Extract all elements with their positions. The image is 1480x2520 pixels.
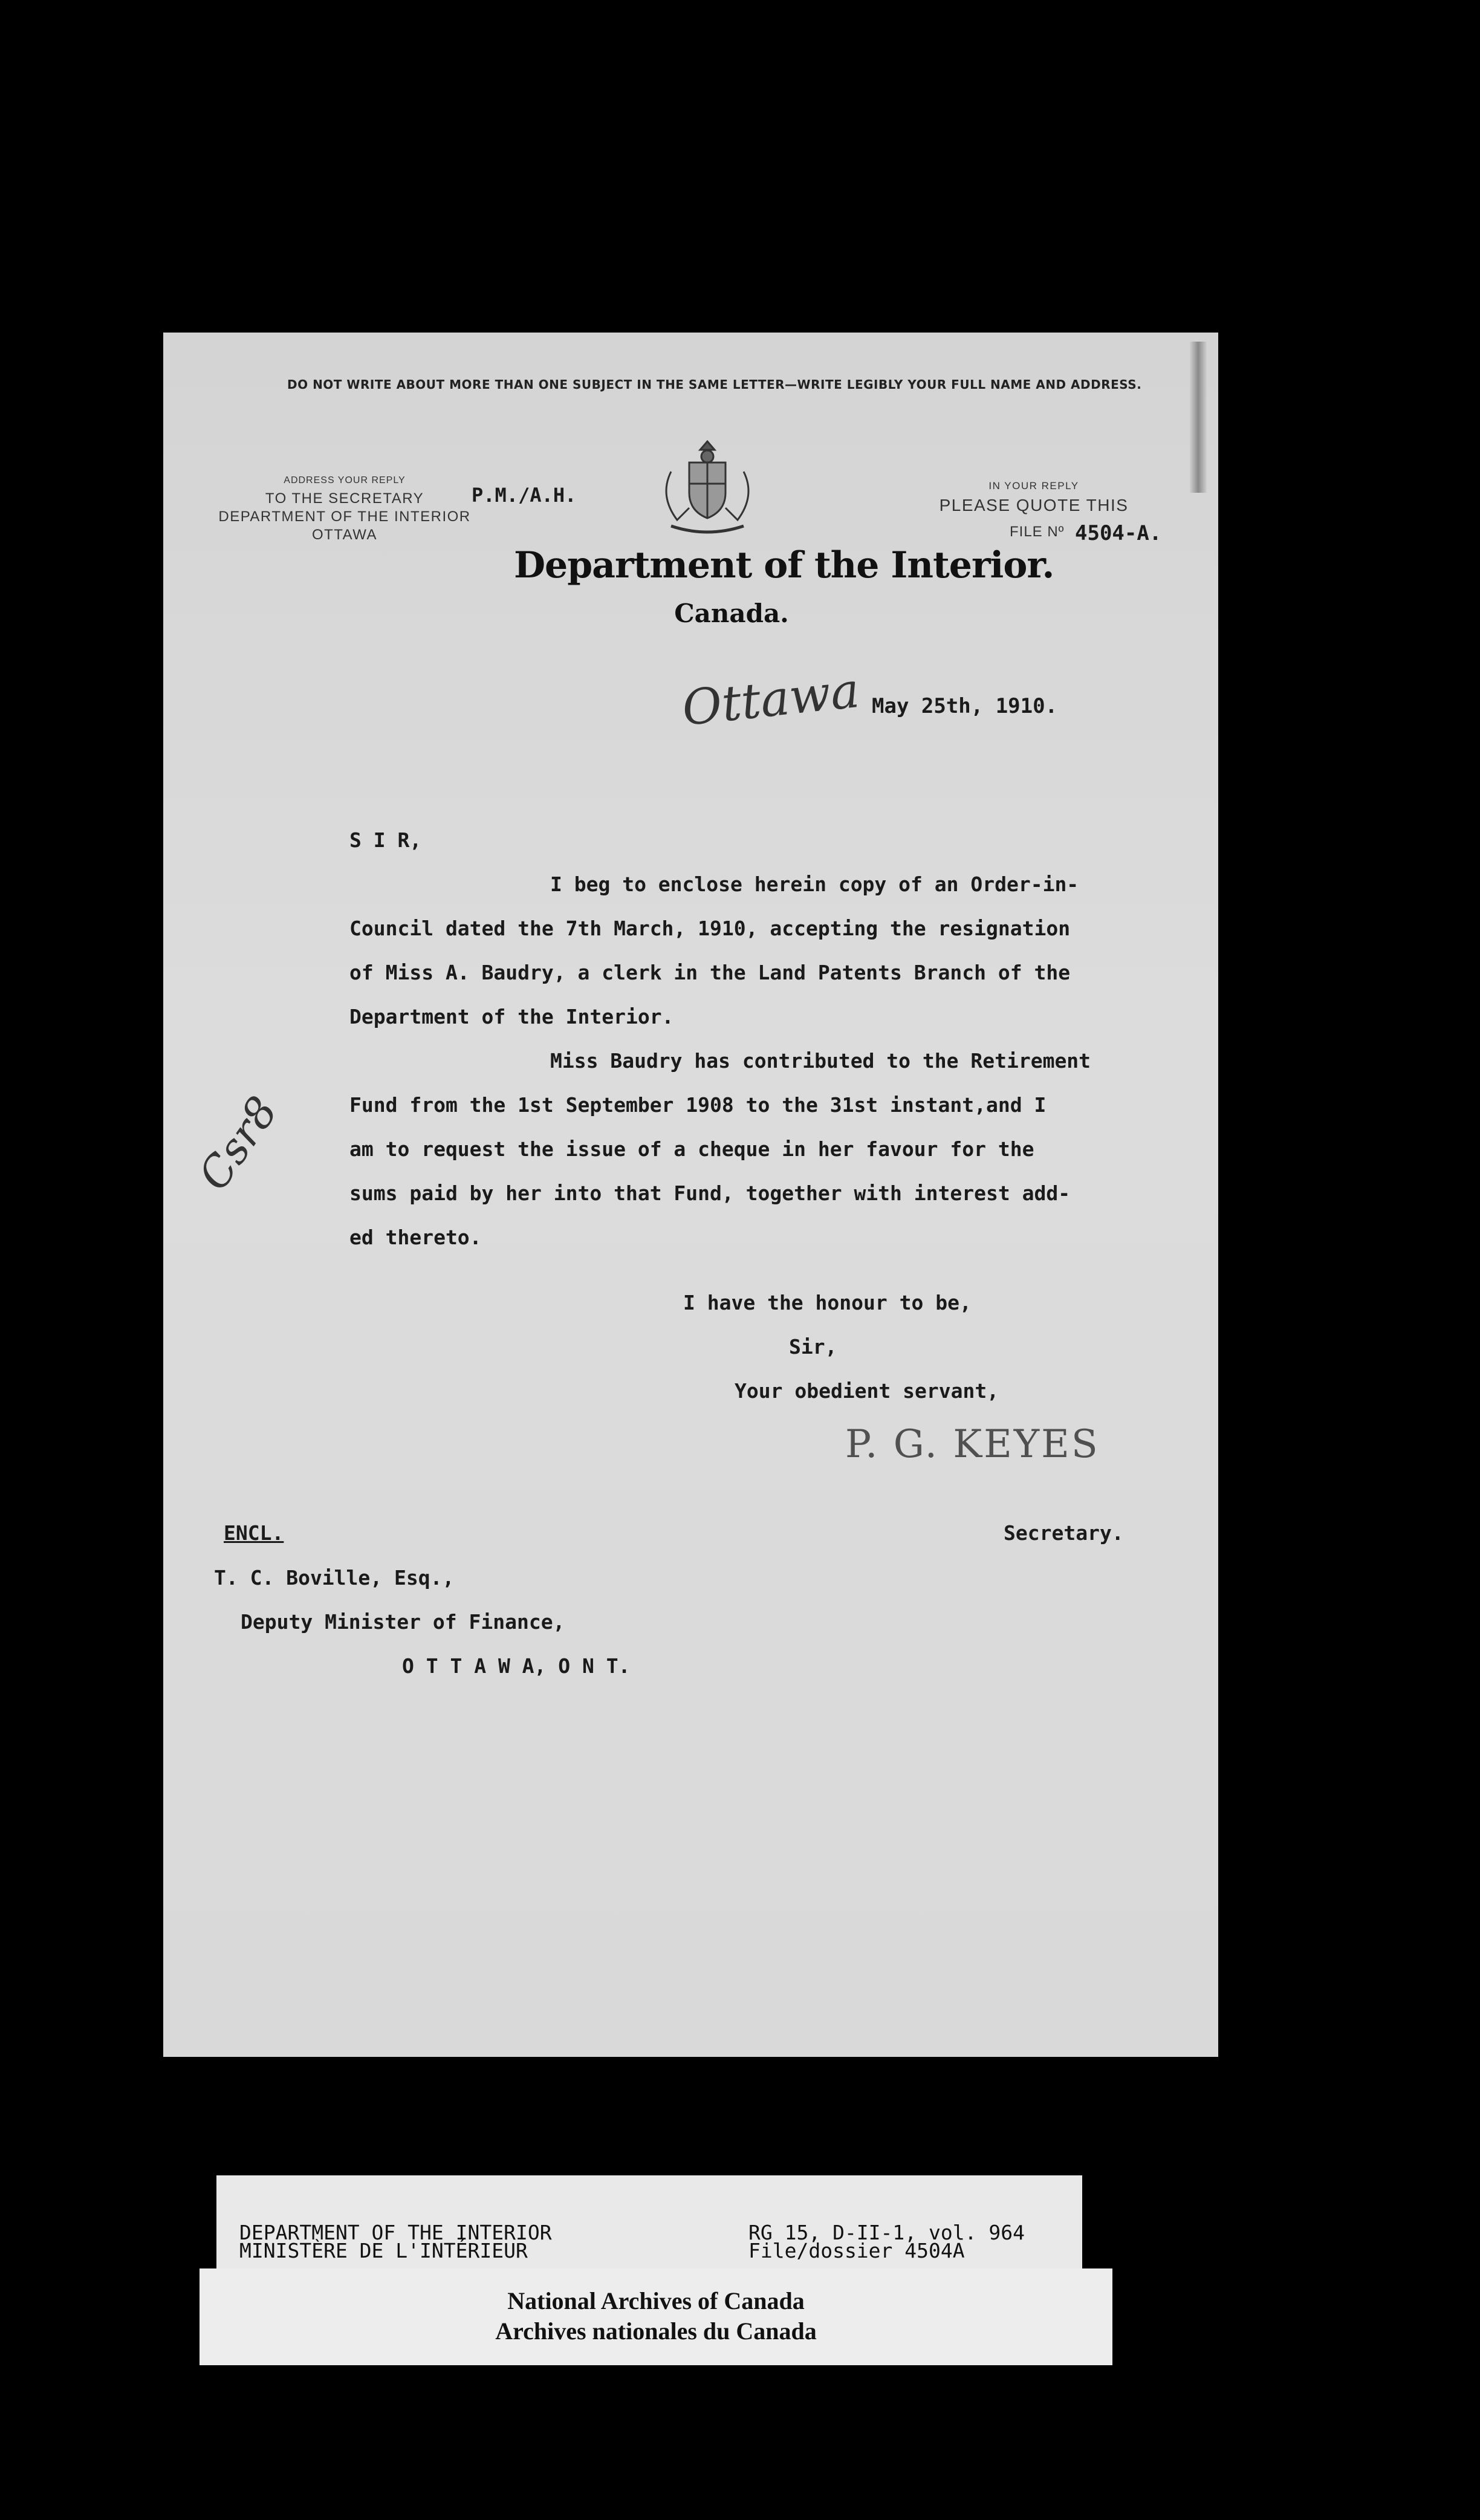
addressee-line-1: T. C. Boville, Esq., [214,1566,455,1590]
paragraph-2-line-4: sums paid by her into that Fund, together with interest add- [349,1181,1071,1205]
paragraph-2-line-3: am to request the issue of a cheque in her favour for the [349,1137,1034,1161]
archives-name-label [200,2268,1112,2365]
paragraph-1-line-1: I beg to enclose herein copy of an Order-in- [550,872,1079,896]
file-number: 4504-A. [1075,521,1162,545]
paragraph-2-line-1: Miss Baudry has contributed to the Retirement [550,1049,1091,1073]
addressee-line-2: Deputy Minister of Finance, [241,1610,565,1634]
coat-of-arms-icon [653,435,762,538]
letter-page [163,333,1218,2057]
department-french: MINISTÈRE DE L'INTÉRIEUR [239,2239,528,2262]
reference-initials: P.M./A.H. [472,484,577,507]
paragraph-2-line-2: Fund from the 1st September 1908 to the 31st instant,and I [349,1093,1047,1117]
reply-address-block [218,472,472,544]
paragraph-1-line-4: Department of the Interior. [349,1005,674,1028]
reply-reference-block [919,476,1149,515]
address-line-3: DEPARTMENT OF THE INTERIOR [218,508,471,525]
archives-french: Archives nationales du Canada [495,2317,817,2345]
paper-edge [1190,342,1207,493]
signatory-title: Secretary. [1004,1521,1124,1545]
address-line-4: OTTAWA [311,527,378,543]
record-group: RG 15, D-II-1, vol. 964 [748,2221,1025,2244]
department-heading: Department of the Interior. [514,544,1054,586]
archive-reference-label [216,2175,1082,2277]
reply-line-1: IN YOUR REPLY [988,480,1079,492]
header-instruction: DO NOT WRITE ABOUT MORE THAN ONE SUBJECT IN THE SAME LETTER—WRITE LEGIBLY YOUR FULL NAME AND ADDRESS. [287,377,1142,392]
closing-line-3: Your obedient servant, [735,1379,999,1403]
address-line-2: TO THE SECRETARY [265,490,424,507]
salutation: S I R, [349,828,422,852]
letter-date: May 25th, 1910. [872,694,1058,718]
closing-line-2: Sir, [789,1335,837,1359]
country-heading: Canada. [674,599,789,628]
paragraph-2-line-5: ed thereto. [349,1226,482,1249]
signature-stamp: P. G. KEYES [845,1422,1100,1467]
address-line-1: ADDRESS YOUR REPLY [284,475,406,485]
file-number-label: FILE Nº [1010,524,1065,540]
dateline-place: Ottawa [679,661,862,737]
reply-line-2: PLEASE QUOTE THIS [939,496,1129,515]
addressee-line-3: O T T A W A, O N T. [402,1654,631,1678]
closing-line-1: I have the honour to be, [683,1291,972,1314]
record-reference [748,2221,1025,2262]
department-label [239,2221,552,2262]
department-english: DEPARTMENT OF THE INTERIOR [239,2221,552,2244]
paragraph-1-line-3: of Miss A. Baudry, a clerk in the Land Patents Branch of the [349,961,1071,984]
archives-english: National Archives of Canada [507,2287,805,2314]
file-dossier: File/dossier 4504A [748,2239,965,2262]
paragraph-1-line-2: Council dated the 7th March, 1910, accepting the resignation [349,917,1071,940]
margin-annotation: Csr8 [189,1087,288,1200]
enclosure-mark: ENCL. [224,1521,284,1545]
